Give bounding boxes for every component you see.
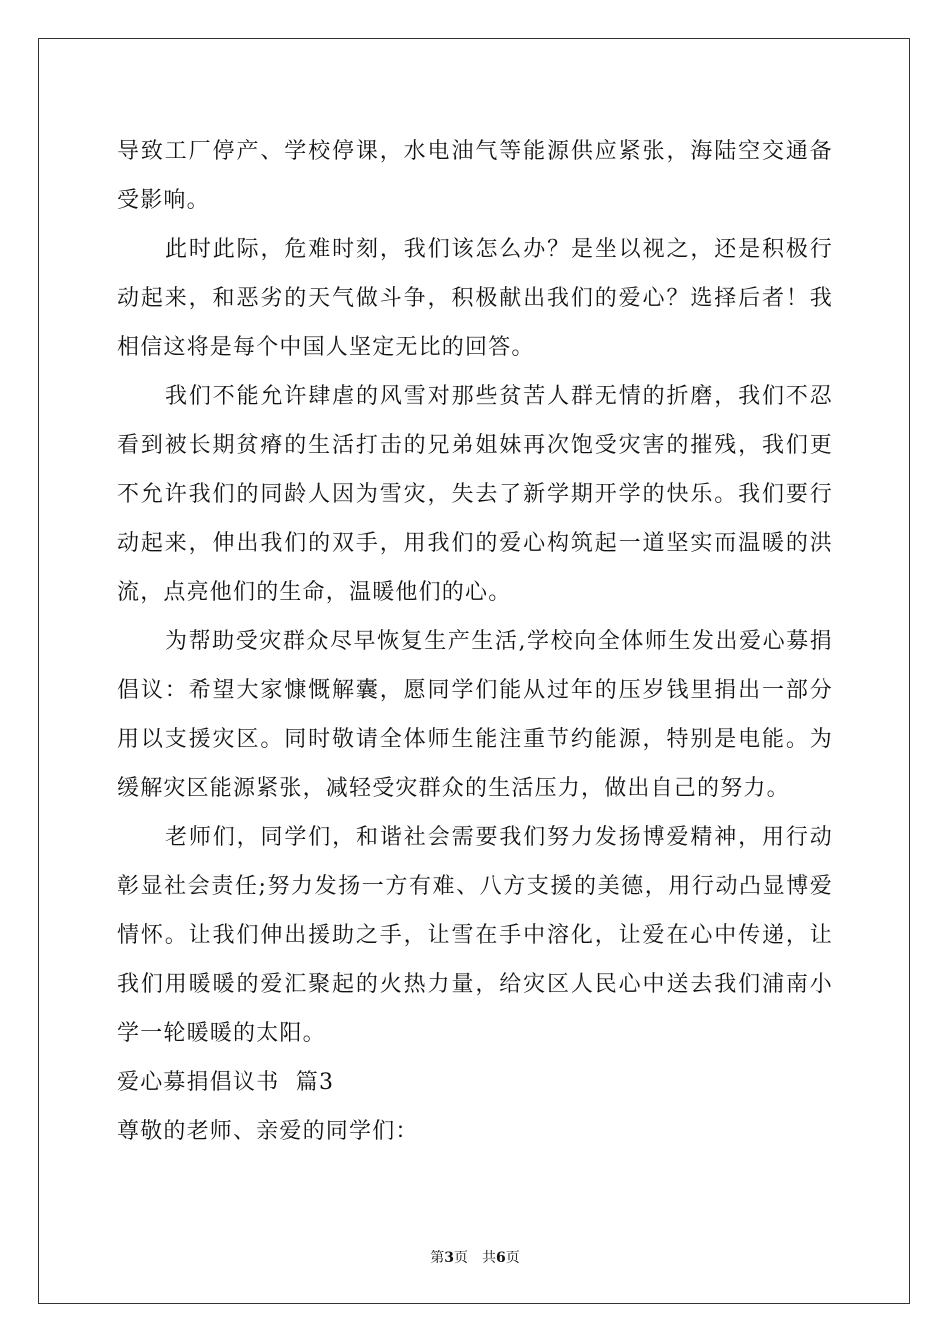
page-prefix: 第 [430,1250,445,1266]
page-footer [0,1247,950,1267]
salutation: 尊敬的老师、亲爱的同学们： [117,1119,419,1144]
page-number: 3 [444,1250,454,1266]
paragraph-3: 我们不能允许肆虐的风雪对那些贫苦人群无情的折磨，我们不忍看到被长期贫瘠的生活打击的兄弟姐妹再次饱受灾害的摧残，我们更不允许我们的同龄人因为雪灾，失去了新学期开学的快乐。我们要行动起来，伸出我们的双手，用我们的爱心构筑起一道坚实而温暖的洪流，点亮他们的生命，温暖他们的心。 [117,384,833,605]
paragraph-4: 为帮助受灾群众尽早恢复生产生活,学校向全体师生发出爱心募捐倡议：希望大家慷慨解囊，愿同学们能从过年的压岁钱里捐出一部分用以支援灾区。同时敬请全体师生能注重节约能源，特别是电能。为缓解灾区能源紧张，减轻受灾群众的生活压力，做出自己的努力。 [117,629,833,801]
section-title: 爱心募捐倡议书 篇3 [117,1070,335,1095]
paragraph-5: 老师们，同学们，和谐社会需要我们努力发扬博爱精神，用行动彰显社会责任;努力发扬一方有难、八方支援的美德，用行动凸显博爱情怀。让我们伸出援助之手，让雪在手中溶化，让爱在心中传递，让我们用暖暖的爱汇聚起的火热力量，给灾区人民心中送去我们浦南小学一轮暖暖的太阳。 [117,825,833,1046]
total-suffix: 页 [505,1250,520,1266]
total-pages: 6 [496,1250,506,1266]
page-suffix: 页 [454,1250,468,1266]
total-prefix: 共 [482,1250,496,1266]
document-body [117,127,833,1156]
paragraph-1: 导致工厂停产、学校停课，水电油气等能源供应紧张，海陆空交通备受影响。 [117,139,833,213]
paragraph-2: 此时此际，危难时刻，我们该怎么办？是坐以视之，还是积极行动起来，和恶劣的天气做斗争，积极献出我们的爱心？选择后者！我相信这将是每个中国人坚定无比的回答。 [117,237,833,360]
